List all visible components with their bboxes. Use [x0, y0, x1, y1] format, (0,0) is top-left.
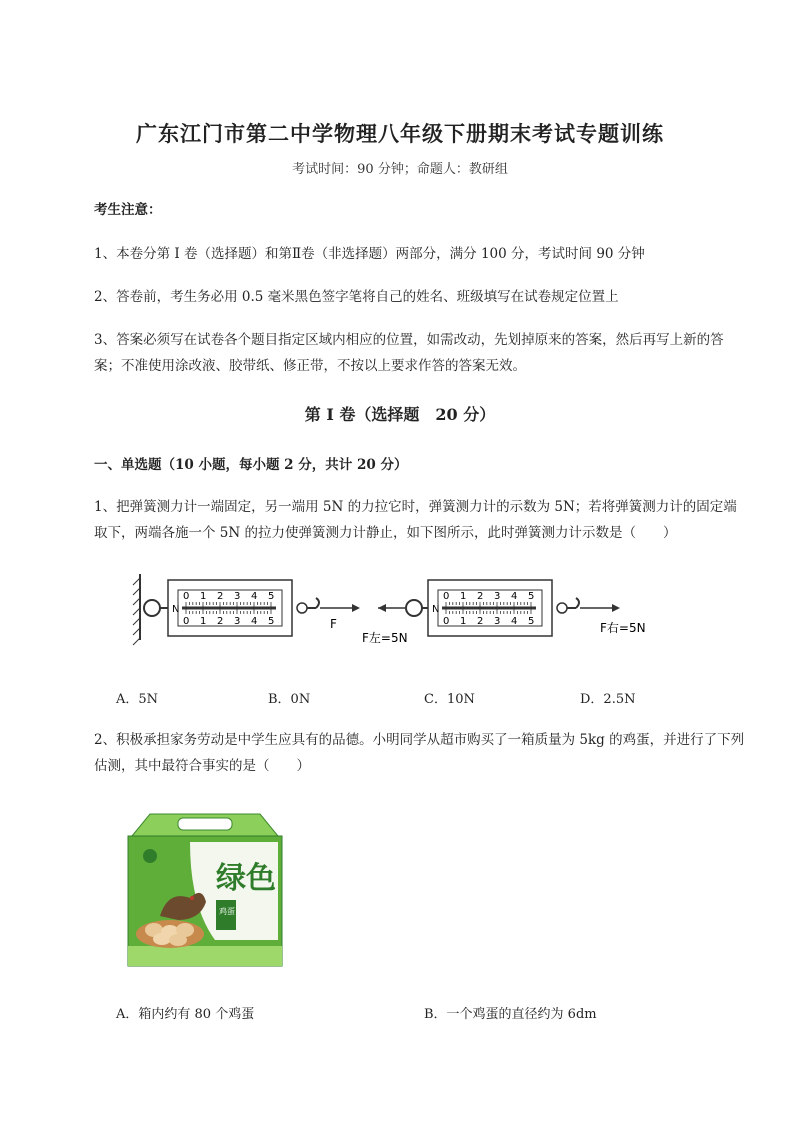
scale-number: 1 [200, 591, 207, 602]
scale-number: 2 [477, 591, 484, 602]
q2-option-a[interactable]: A．箱内约有 80 个鸡蛋 [116, 1007, 255, 1022]
scale-number: 5 [528, 616, 535, 627]
scale-number: 0 [183, 616, 190, 627]
scale-number: 4 [251, 591, 258, 602]
notice-heading: 考生注意： [94, 202, 162, 218]
q1-option-d[interactable]: D．2.5N [580, 692, 636, 707]
scale-number: 1 [460, 616, 467, 627]
scale-number: 2 [217, 616, 224, 627]
scale-number: 4 [511, 591, 518, 602]
egg-box-image [120, 806, 290, 972]
scale-number: 0 [443, 591, 450, 602]
page-title: 广东江门市第二中学物理八年级下册期末考试专题训练 [136, 121, 664, 146]
part-heading: 一、单选题（10 小题，每小题 2 分，共计 20 分） [94, 457, 408, 473]
spring-scale-figure [130, 572, 660, 652]
q1-option-b[interactable]: B．0N [268, 692, 311, 707]
force-label-left: F左=5N [362, 631, 408, 645]
scale-number: 4 [511, 616, 518, 627]
q1-option-c[interactable]: C．10N [424, 692, 475, 707]
spring-scale-left [144, 580, 360, 636]
q2-option-b[interactable]: B．一个鸡蛋的直径约为 6dm [424, 1007, 597, 1022]
scale-number: 3 [234, 616, 241, 627]
wall-hatch [133, 574, 140, 645]
section-title: 第 I 卷（选择题 20 分） [304, 405, 496, 424]
notice-item-1: 1、本卷分第 I 卷（选择题）和第Ⅱ卷（非选择题）两部分，满分 100 分，考试时间 90 分钟 [94, 246, 645, 262]
scale-number: 0 [183, 591, 190, 602]
spring-scale-right [378, 580, 620, 636]
scale-number: 3 [494, 616, 501, 627]
scale-number: 4 [251, 616, 258, 627]
scale-number: 1 [460, 591, 467, 602]
scale-number: 3 [234, 591, 241, 602]
force-label-f: F [330, 617, 337, 631]
q1-option-a[interactable]: A．5N [116, 692, 159, 707]
zero-mark-label: N [432, 604, 440, 615]
box-big-text: 绿色 [216, 861, 276, 896]
scale-number: 2 [477, 616, 484, 627]
scale-number: 5 [268, 591, 275, 602]
page-subtitle: 考试时间：90 分钟；命题人：教研组 [292, 162, 508, 177]
box-side-text: 鸡蛋 [219, 907, 235, 916]
question-1-text: 1、把弹簧测力计一端固定，另一端用 5N 的力拉它时，弹簧测力计的示数为 5N；若将弹簧测力计的固定端取下，两端各施一个 5N 的拉力使弹簧测力计静止，如下图所示，此时弹簧测力计示数是（ ） [94, 499, 737, 541]
scale-number: 2 [217, 591, 224, 602]
zero-mark-label: N [172, 604, 180, 615]
scale-number: 1 [200, 616, 207, 627]
scale-number: 5 [268, 616, 275, 627]
notice-item-3: 3、答案必须写在试卷各个题目指定区域内相应的位置，如需改动，先划掉原来的答案，然后再写上新的答案；不准使用涂改液、胶带纸、修正带，不按以上要求作答的答案无效。 [94, 332, 724, 374]
question-2-text: 2、积极承担家务劳动是中学生应具有的品德。小明同学从超市购买了一箱质量为 5kg 的鸡蛋，并进行了下列估测，其中最符合事实的是（ ） [94, 732, 745, 774]
scale-number: 5 [528, 591, 535, 602]
notice-item-2: 2、答卷前，考生务必用 0.5 毫米黑色签字笔将自己的姓名、班级填写在试卷规定位置上 [94, 289, 619, 305]
scale-number: 0 [443, 616, 450, 627]
scale-number: 3 [494, 591, 501, 602]
force-label-right: F右=5N [600, 621, 646, 635]
